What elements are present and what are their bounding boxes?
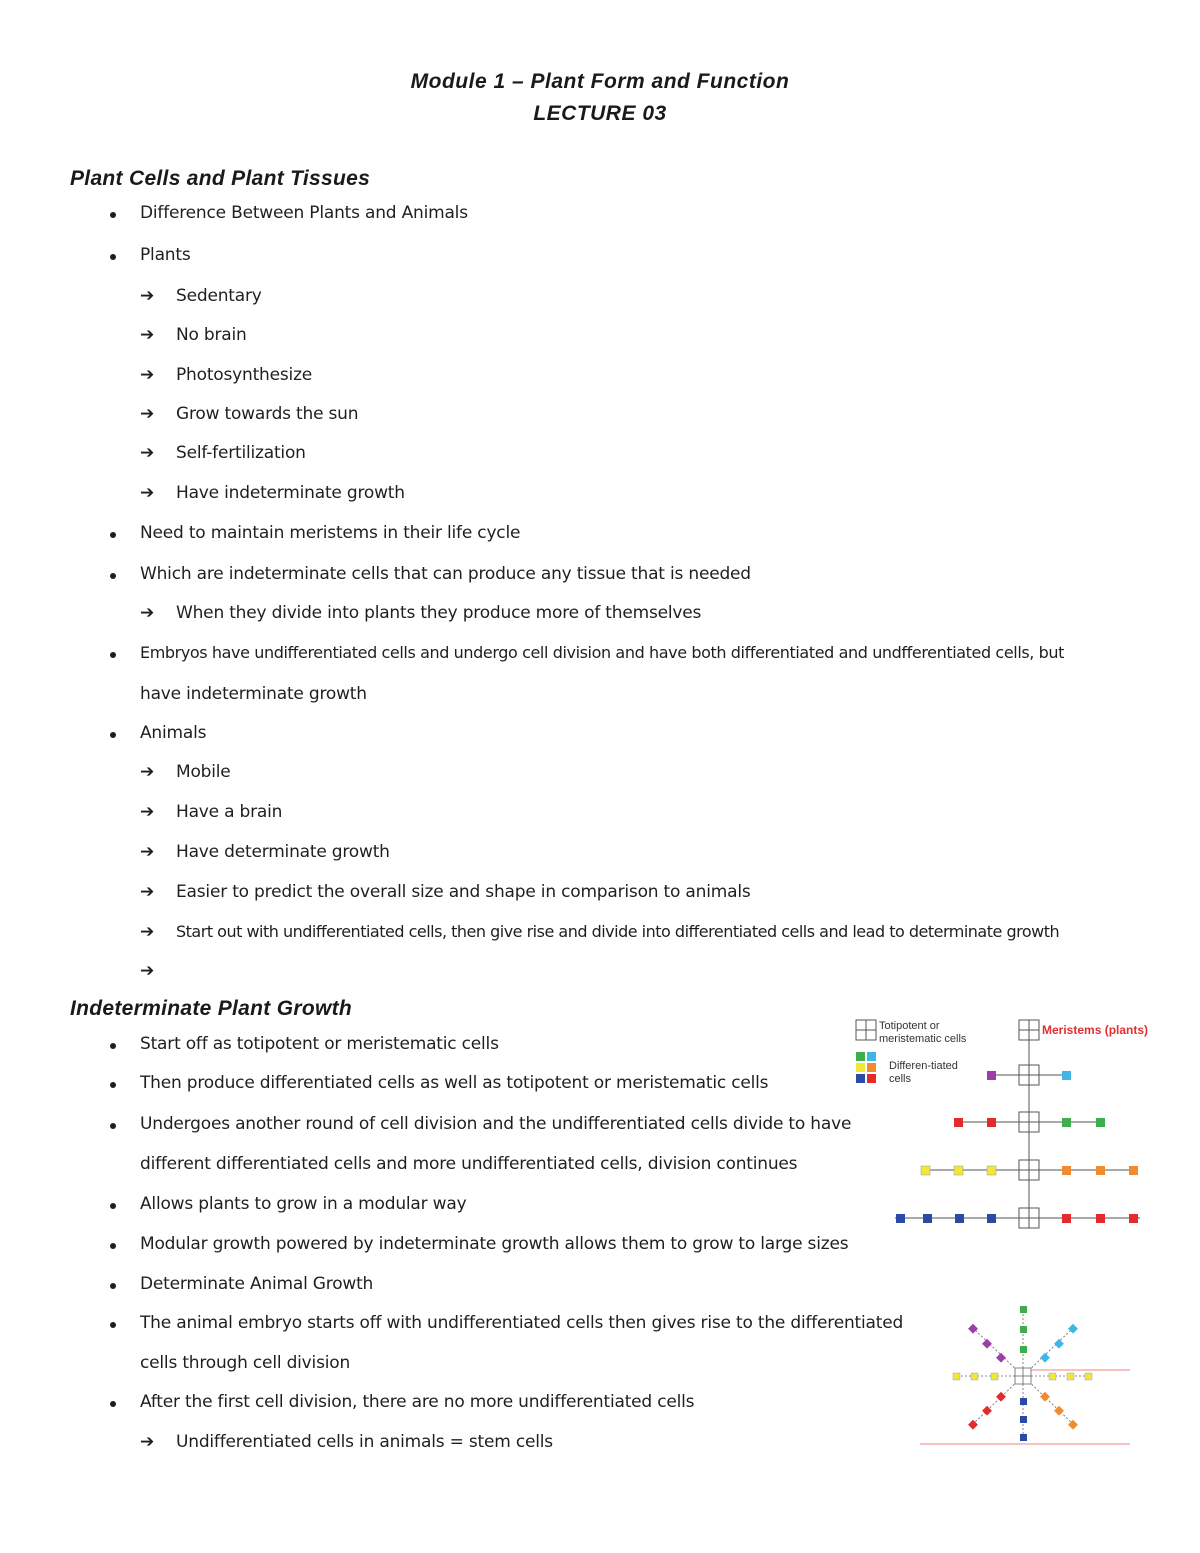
red-cell [1129, 1214, 1138, 1223]
legend-totipotent-icon [856, 1020, 876, 1040]
green-cell [1096, 1118, 1105, 1127]
list-item: Undergoes another round of cell division and the undifferentiated cells divide to have [140, 1114, 852, 1134]
bullet [110, 1043, 116, 1049]
orange-cell [1129, 1166, 1138, 1175]
orange-cell [1096, 1166, 1105, 1175]
yellow-cell [921, 1166, 930, 1175]
orange-cell [1062, 1166, 1071, 1175]
legend-totipotent-label: Totipotent or [879, 1020, 940, 1032]
list-item: No brain [176, 325, 247, 345]
list-item: Allows plants to grow in a modular way [140, 1194, 467, 1214]
list-item: Animals [140, 723, 207, 743]
meristems-label: Meristems (plants) [1042, 1023, 1149, 1037]
list-item: After the first cell division, there are no more undifferentiated cells [140, 1392, 695, 1412]
list-item-continued: have indeterminate growth [140, 684, 367, 704]
bullet [110, 1203, 116, 1209]
arrow-icon: ➔ [140, 603, 155, 623]
arrow-icon: ➔ [140, 325, 155, 345]
red-cell [1062, 1214, 1071, 1223]
red-cell [1096, 1214, 1105, 1223]
legend-totipotent-label-2: meristematic cells [879, 1033, 967, 1045]
list-item: Have a brain [176, 802, 283, 822]
list-item: Grow towards the sun [176, 404, 359, 424]
blue-cell [923, 1214, 932, 1223]
list-item: Sedentary [176, 286, 262, 306]
yellow-cell [987, 1166, 996, 1175]
section-heading-plant-cells: Plant Cells and Plant Tissues [70, 167, 371, 190]
list-item-continued: different differentiated cells and more undifferentiated cells, division continues [140, 1154, 798, 1174]
red-cell [954, 1118, 963, 1127]
arrow-icon: ➔ [140, 922, 155, 942]
list-item-continued: cells through cell division [140, 1353, 351, 1373]
list-item: When they divide into plants they produce more of themselves [176, 603, 702, 623]
list-item: Self-fertilization [176, 443, 306, 463]
bullet [110, 532, 116, 538]
list-item: Need to maintain meristems in their life cycle [140, 523, 521, 543]
bullet [110, 212, 116, 218]
animal-growth-diagram [915, 1300, 1135, 1450]
arrow-icon: ➔ [140, 842, 155, 862]
yellow-cell [954, 1166, 963, 1175]
bullet [110, 652, 116, 658]
list-item: Photosynthesize [176, 365, 313, 385]
list-item: Determinate Animal Growth [140, 1274, 374, 1294]
list-item: Undifferentiated cells in animals = stem cells [176, 1432, 553, 1452]
page-title: Module 1 – Plant Form and Function [410, 70, 790, 93]
bullet [110, 732, 116, 738]
arrow-icon: ➔ [140, 483, 155, 503]
blue-cell [955, 1214, 964, 1223]
list-item: Have indeterminate growth [176, 483, 405, 503]
legend-differentiated-label-2: cells [889, 1073, 912, 1085]
bullet [110, 1283, 116, 1289]
bullet [110, 1401, 116, 1407]
bullet [110, 573, 116, 579]
arrow-icon: ➔ [140, 882, 155, 902]
list-item: Mobile [176, 762, 231, 782]
arrow-icon: ➔ [140, 286, 155, 306]
meristem-growth-diagram [850, 1015, 1150, 1230]
bullet [110, 1322, 116, 1328]
red-cell [987, 1118, 996, 1127]
arrow-icon: ➔ [140, 762, 155, 782]
legend-differentiated-icon [856, 1052, 876, 1083]
green-cell [1062, 1118, 1071, 1127]
arrow-icon: ➔ [140, 365, 155, 385]
list-item: Difference Between Plants and Animals [140, 203, 468, 223]
legend-differentiated-label: Differen-tiated [889, 1060, 958, 1072]
list-item: Then produce differentiated cells as well as totipotent or meristematic cells [140, 1073, 769, 1093]
bullet [110, 1243, 116, 1249]
list-item: Which are indeterminate cells that can produce any tissue that is needed [140, 564, 751, 584]
list-item: Plants [140, 245, 191, 265]
list-item: Easier to predict the overall size and shape in comparison to animals [176, 882, 751, 902]
arrow-icon: ➔ [140, 802, 155, 822]
arrow-icon: ➔ [140, 443, 155, 463]
blue-cell [987, 1214, 996, 1223]
blue-cell [896, 1214, 905, 1223]
list-item: Start out with undifferentiated cells, then give rise and divide into differentiated cells and lead to determinate growth [176, 922, 1060, 941]
list-item: Have determinate growth [176, 842, 390, 862]
arrow-icon: ➔ [140, 1432, 155, 1452]
bullet [110, 1123, 116, 1129]
list-item: The animal embryo starts off with undifferentiated cells then gives rise to the differentiated [140, 1313, 904, 1333]
bullet [110, 1082, 116, 1088]
purple-cell [987, 1071, 996, 1080]
list-item: Embryos have undifferentiated cells and undergo cell division and have both differentiated and undfferentiated cells, but [140, 643, 1065, 662]
lecture-number: LECTURE 03 [533, 102, 667, 125]
list-item: Modular growth powered by indeterminate growth allows them to grow to large sizes [140, 1234, 849, 1254]
section-heading-indeterminate-growth: Indeterminate Plant Growth [70, 997, 352, 1020]
meristem-top-cell [1019, 1020, 1039, 1040]
bullet [110, 254, 116, 260]
list-item: Start off as totipotent or meristematic cells [140, 1034, 499, 1054]
embryo-center-cell [1015, 1368, 1031, 1384]
arrow-icon: ➔ [140, 404, 155, 424]
arrow-icon: ➔ [140, 961, 155, 981]
cyan-cell [1062, 1071, 1071, 1080]
